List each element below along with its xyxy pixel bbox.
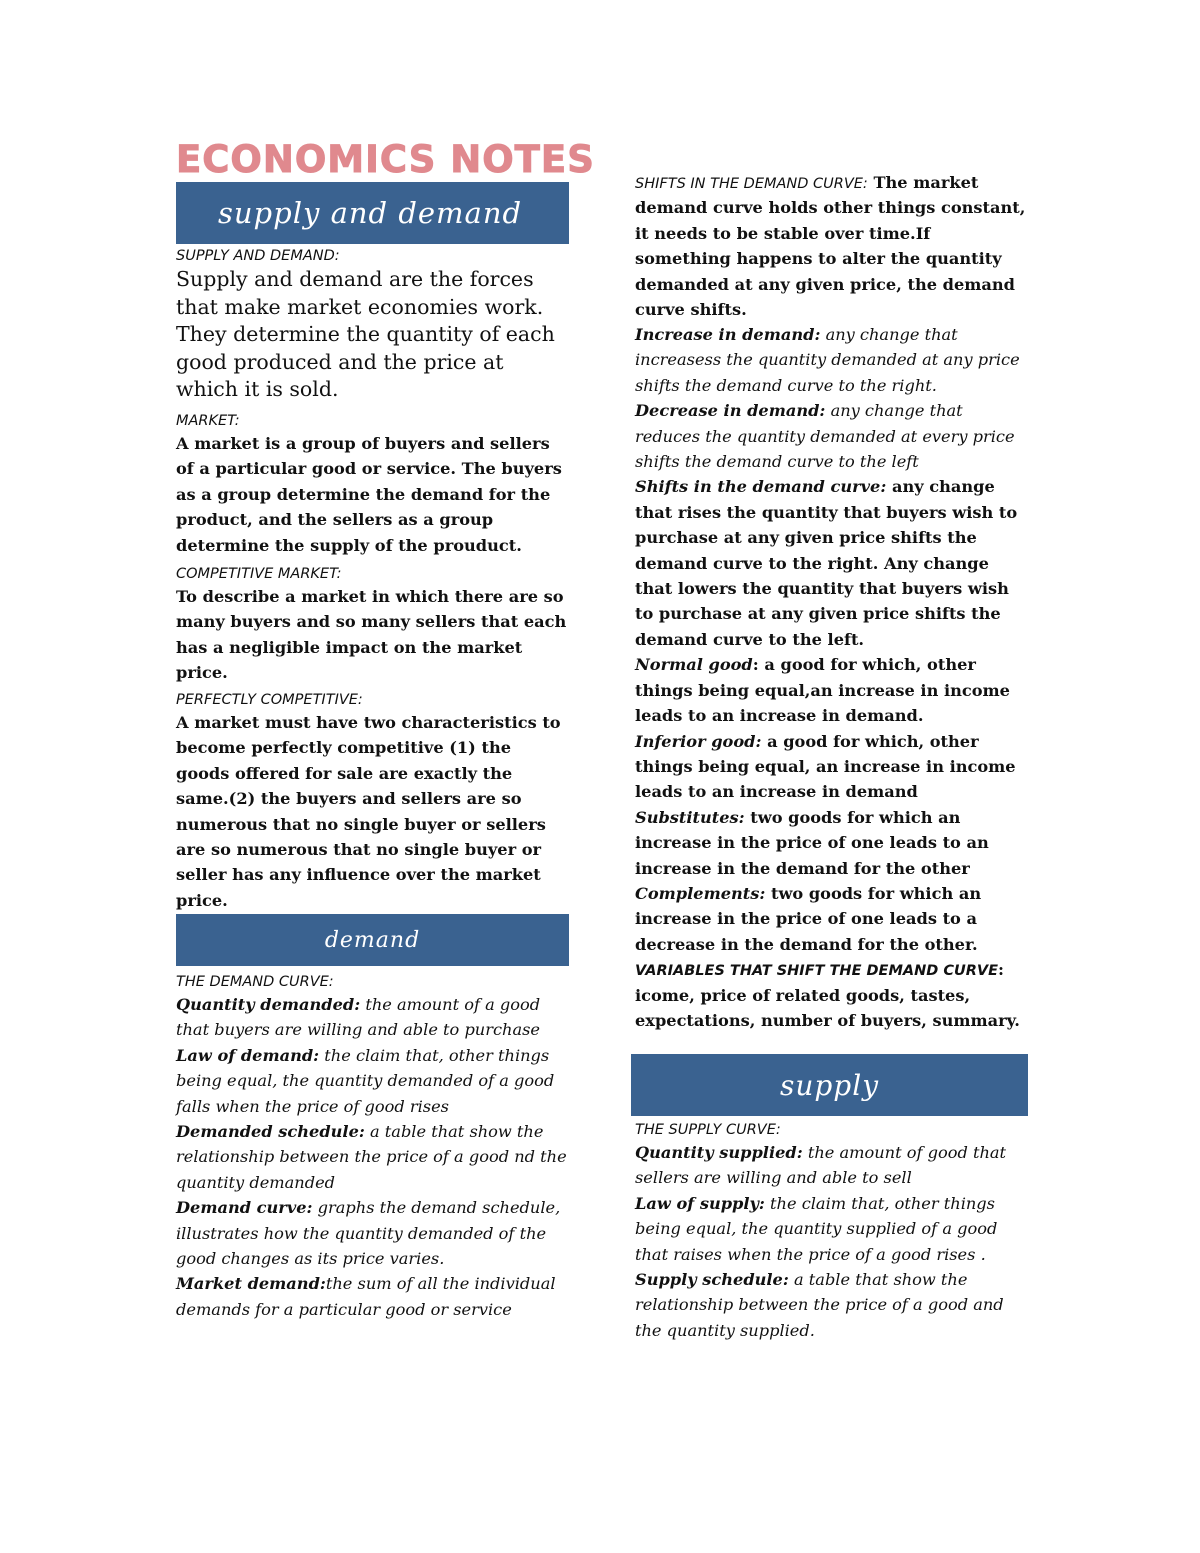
section-text: Supply and demand are the forces that make market economies work. They determine the quantity of each good produced and the price at which it is sold. (176, 267, 555, 401)
definition-term: Inferior good: (635, 731, 762, 751)
section-demand-terms (635, 322, 1028, 1033)
definition-term: Increase in demand: (635, 325, 821, 344)
section-competitive-market (176, 564, 569, 686)
section-heading: SHIFTS IN THE DEMAND CURVE: (635, 176, 868, 192)
definition-entry (176, 1119, 569, 1195)
definition-term: Law of demand: (176, 1045, 320, 1065)
variables-text: : icome, price of related goods, tastes, expectations, number of buyers, summary. (635, 960, 1020, 1030)
variables-heading: VARIABLES THAT SHIFT THE DEMAND CURVE (635, 963, 999, 980)
section-shifts-demand-curve (635, 170, 1028, 322)
section-heading: THE SUPPLY CURVE: (635, 1122, 781, 1138)
definition-text: two goods for which an increase in the price of one leads to a decrease in the demand for the other. (635, 883, 982, 954)
definition-entry (635, 1267, 1028, 1343)
variables-entry (635, 957, 1028, 1033)
definition-text: the sum of all the individual demands for a particular good or service (176, 1274, 556, 1319)
definition-term: Substitutes: (635, 807, 745, 827)
definition-text: any change that increasess the quantity demanded at any price shifts the demand curve to the right. (635, 325, 1020, 395)
section-heading: MARKET: (176, 413, 240, 429)
definition-text: any change that rises the quantity that buyers wish to purchase at any given price shifts the demand curve to the right. Any change that lowers the quantity that buyers wish to purchase at any given price shifts the demand curve to the left. (635, 477, 1018, 649)
section-banner-supply (631, 1054, 1028, 1116)
section-demand-curve (176, 972, 569, 1322)
definition-entry (635, 652, 1028, 728)
section-text: To describe a market in which there are so many buyers and so many sellers that each has a negligible impact on the market price. (176, 587, 567, 683)
definition-term: Demand curve: (176, 1198, 313, 1218)
definition-text: the amount of good that sellers are willing and able to sell (635, 1143, 1007, 1188)
section-heading: SUPPLY AND DEMAND: (176, 248, 340, 264)
definition-entry (176, 1195, 569, 1271)
definition-text: : a good for which, other things being equal,an increase in income leads to an increase in demand. (635, 655, 1010, 726)
definition-entry (635, 474, 1028, 652)
banner-label: supply (779, 1068, 880, 1102)
section-heading: PERFECTLY COMPETITIVE: (176, 692, 363, 708)
definition-text: the claim that, other things being equal, the quantity supplied of a good that raises when the price of a good rises . (635, 1193, 998, 1264)
page-title: ECONOMICS NOTES (176, 138, 595, 181)
section-banner-supply-and-demand (176, 182, 569, 244)
definition-term: Law of supply: (635, 1193, 765, 1213)
definition-entry (635, 805, 1028, 881)
section-heading: THE DEMAND CURVE: (176, 974, 334, 990)
definition-entry (176, 1271, 569, 1322)
definition-text: the amount of a good that buyers are willing and able to purchase (176, 995, 541, 1040)
definition-text: a table that show the relationship between the price of a good nd the quantity demanded (176, 1122, 567, 1192)
section-supply-and-demand (176, 246, 569, 404)
definition-entry (176, 992, 569, 1043)
section-text (635, 170, 1028, 322)
definition-entry (635, 881, 1028, 957)
definition-entry (635, 729, 1028, 805)
section-body: The market demand curve holds other things constant, it needs to be stable over time.If something happens to alter the quantity demanded at any given price, the demand curve shifts. (635, 173, 1026, 320)
definition-entry (635, 1191, 1028, 1267)
section-text: A market must have two characteristics to become perfectly competitive (1) the goods offered for sale are exactly the same.(2) the buyers and sellers are so numerous that no single buyer or sellers are so numerous that no single buyer or seller has any influence over the market price. (176, 713, 561, 910)
definition-term: Quantity supplied: (635, 1143, 803, 1162)
definition-term: Quantity demanded: (176, 995, 361, 1014)
definition-entry (635, 1140, 1028, 1191)
section-text: A market is a group of buyers and sellers of a particular good or service. The buyers as a group determine the demand for the product, and the sellers as a group determine the supply of the prouduct. (176, 434, 562, 555)
section-supply-curve (635, 1120, 1028, 1343)
definition-term: Demanded schedule: (176, 1122, 365, 1142)
section-heading: COMPETITIVE MARKET: (176, 566, 342, 582)
section-perfectly-competitive (176, 690, 569, 913)
definition-term: Decrease in demand: (635, 401, 826, 421)
definition-text: graphs the demand schedule, illustrates how the quantity demanded of the good changes as its price varies. (176, 1198, 561, 1269)
banner-label: supply and demand (218, 196, 523, 230)
definition-text: a table that show the relationship between the price of a good and the quantity supplied. (635, 1270, 1004, 1340)
definition-term: Complements: (635, 883, 766, 903)
section-market (176, 411, 569, 558)
banner-label: demand (324, 927, 421, 953)
definition-entry (635, 322, 1028, 398)
definition-text: a good for which, other things being equal, an increase in income leads to an increase in demand (635, 731, 1016, 802)
definition-text: two goods for which an increase in the price of one leads to an increase in the demand for the other (635, 807, 989, 878)
definition-text: the claim that, other things being equal, the quantity demanded of a good falls when the price of good rises (176, 1045, 555, 1116)
definition-term: Supply schedule: (635, 1270, 789, 1290)
definition-entry (176, 1043, 569, 1119)
definition-text: any change that reduces the quantity demanded at every price shifts the demand curve to the left (635, 401, 1015, 472)
section-banner-demand (176, 914, 569, 966)
definition-term: Shifts in the demand curve: (635, 477, 887, 497)
definition-term: Normal good (635, 655, 753, 675)
definition-term: Market demand: (176, 1274, 326, 1294)
definition-entry (635, 398, 1028, 474)
